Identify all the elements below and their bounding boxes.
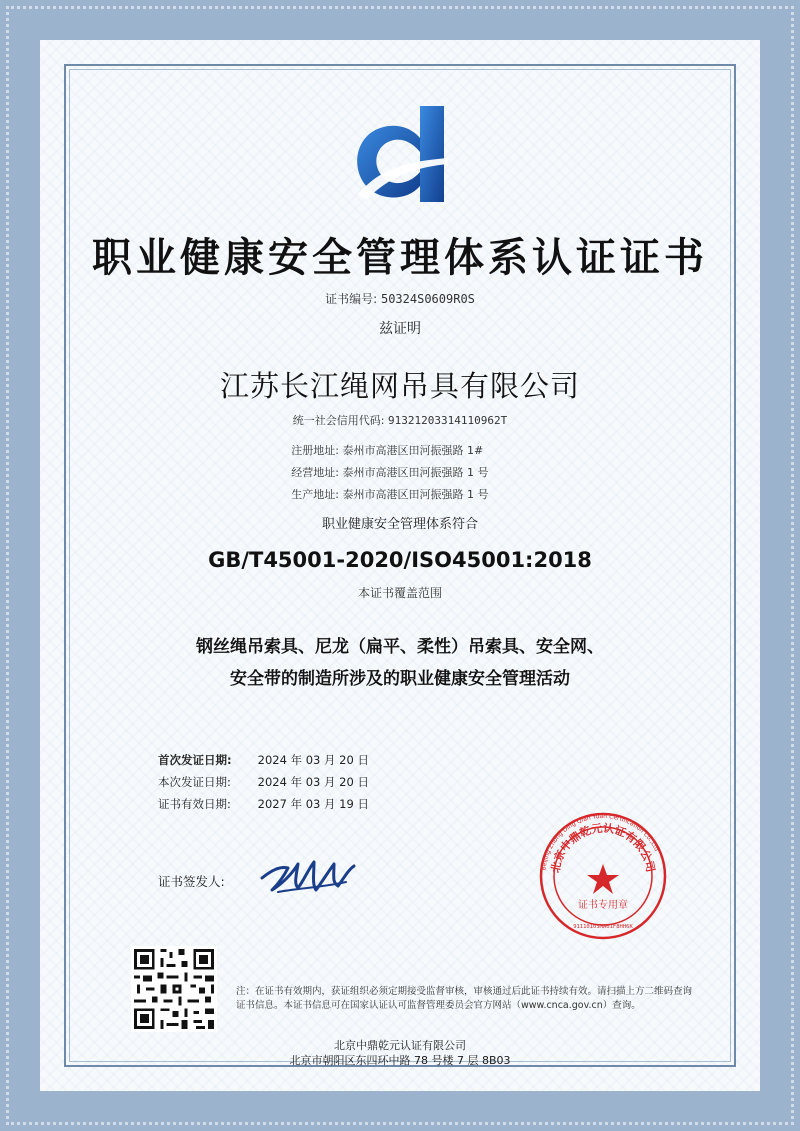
date-row-first-issue — [158, 752, 369, 768]
company-name: 江苏长江绳网吊具有限公司 — [219, 369, 580, 403]
certificate-title: 职业健康安全管理体系认证证书 — [92, 235, 708, 281]
seal-bottom-text: 证书专用章 — [578, 900, 628, 911]
date-label: 本次发证日期: — [158, 775, 231, 789]
certificate-number-row — [0, 290, 800, 307]
certificate-number: 50324S0609R0S — [380, 292, 475, 306]
date-label: 证书有效日期: — [158, 797, 231, 811]
date-label: 首次发证日期: — [158, 753, 232, 767]
address-label: 注册地址: — [291, 444, 339, 457]
certification-body-logo — [348, 102, 452, 206]
issuer-name: 北京中鼎乾元认证有限公司 — [334, 1039, 466, 1052]
date-row-expiry — [158, 796, 369, 812]
star-icon — [587, 864, 619, 894]
hereby-text: 兹证明 — [379, 321, 421, 337]
qr-code[interactable] — [131, 946, 217, 1032]
credit-code: 91321203314110962T — [388, 414, 508, 427]
date-value: 2027 年 03 月 19 日 — [257, 797, 369, 811]
credit-code-label: 统一社会信用代码: — [292, 414, 385, 427]
address-row — [285, 464, 489, 480]
standard-code: GB/T45001-2020/ISO45001:2018 — [208, 548, 592, 572]
address-row — [285, 486, 489, 502]
address-value: 泰州市高港区田河振强路 1# — [342, 444, 484, 457]
scope-line: 安全带的制造所涉及的职业健康安全管理活动 — [230, 669, 570, 689]
signer-label: 证书签发人: — [158, 874, 225, 889]
issuer-address: 北京市朝阳区东四环中路 78 号楼 7 层 8B03 — [289, 1054, 511, 1067]
date-value: 2024 年 03 月 20 日 — [257, 775, 369, 789]
address-value: 泰州市高港区田河振强路 1 号 — [342, 488, 489, 501]
seal-english-text: Beijing Zhong Ding Qian Yuan Certification Co.,Ltd — [540, 812, 661, 871]
scope-line: 钢丝绳吊索具、尼龙（扁平、柔性）吊索具、安全网、 — [196, 637, 604, 657]
address-value: 泰州市高港区田河振强路 1 号 — [342, 466, 489, 479]
date-value: 2024 年 03 月 20 日 — [257, 753, 369, 767]
address-row — [285, 442, 483, 458]
official-seal — [537, 810, 669, 942]
certificate-note: 注：在证书有效期内，获证组织必须定期接受监督审核，审核通过后此证书持续有效。请扫描上方二维码查询证书信息。本证书信息可在国家认证认可监督管理委员会官方网站（www.cnca.gov.cn）查询。 — [236, 986, 693, 1011]
seal-top-text: 北京中鼎乾元认证有限公司 — [548, 821, 658, 874]
scope-label: 本证书覆盖范围 — [357, 586, 442, 600]
seal-code: 9111010SMA01F8HH6K — [573, 924, 633, 930]
credit-code-row — [0, 412, 800, 428]
address-label: 经营地址: — [291, 466, 339, 479]
date-row-current-issue — [158, 774, 369, 790]
certificate-number-label: 证书编号: — [325, 292, 378, 306]
address-label: 生产地址: — [291, 488, 339, 501]
conforms-text: 职业健康安全管理体系符合 — [321, 517, 478, 532]
handwritten-signature — [258, 848, 358, 898]
